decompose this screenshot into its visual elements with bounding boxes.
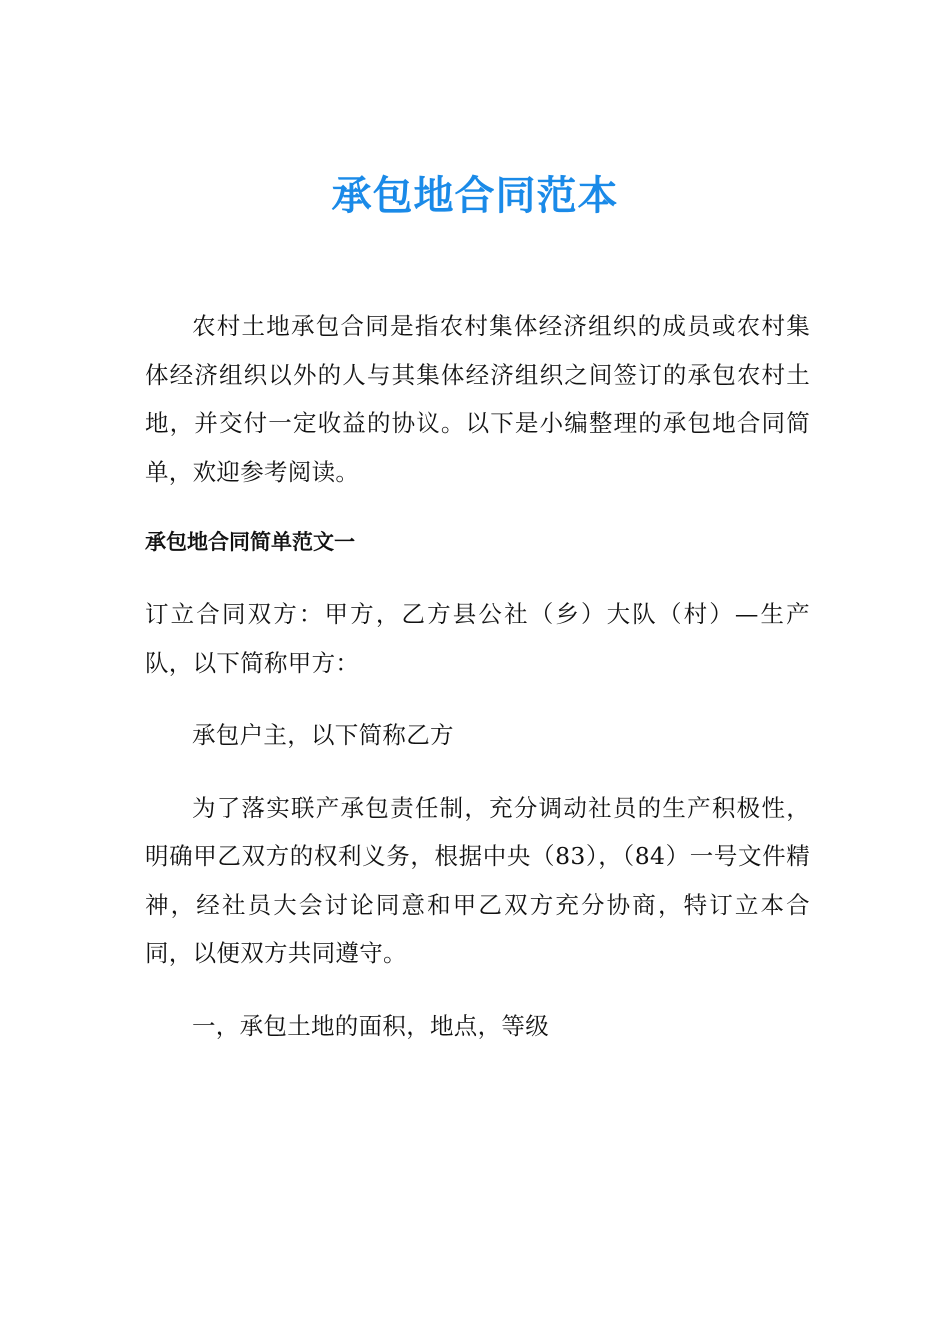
contract-parties-paragraph: 订立合同双方：甲方，乙方县公社（乡）大队（村）—生产队，以下简称甲方： <box>145 600 810 677</box>
intro-paragraph: 农村土地承包合同是指农村集体经济组织的成员或农村集体经济组织以外的人与其集体经济组织之间签订的承包农村土地，并交付一定收益的协议。以下是小编整理的承包地合同简单，欢迎参考阅读。 <box>145 312 810 486</box>
document-body <box>145 302 810 1050</box>
contractor-paragraph: 承包户主，以下简称乙方 <box>192 721 454 749</box>
purpose-paragraph: 为了落实联产承包责任制，充分调动社员的生产积极性，明确甲乙双方的权利义务，根据中央（83），（84）一号文件精神，经社员大会讨论同意和甲乙双方充分协商，特订立本合同，以便双方共同遵守。 <box>145 793 810 967</box>
clause-one-heading: 一，承包土地的面积，地点，等级 <box>192 1011 549 1040</box>
section-heading: 承包地合同简单范文一 <box>145 530 355 554</box>
document-title: 承包地合同范本 <box>331 173 619 219</box>
